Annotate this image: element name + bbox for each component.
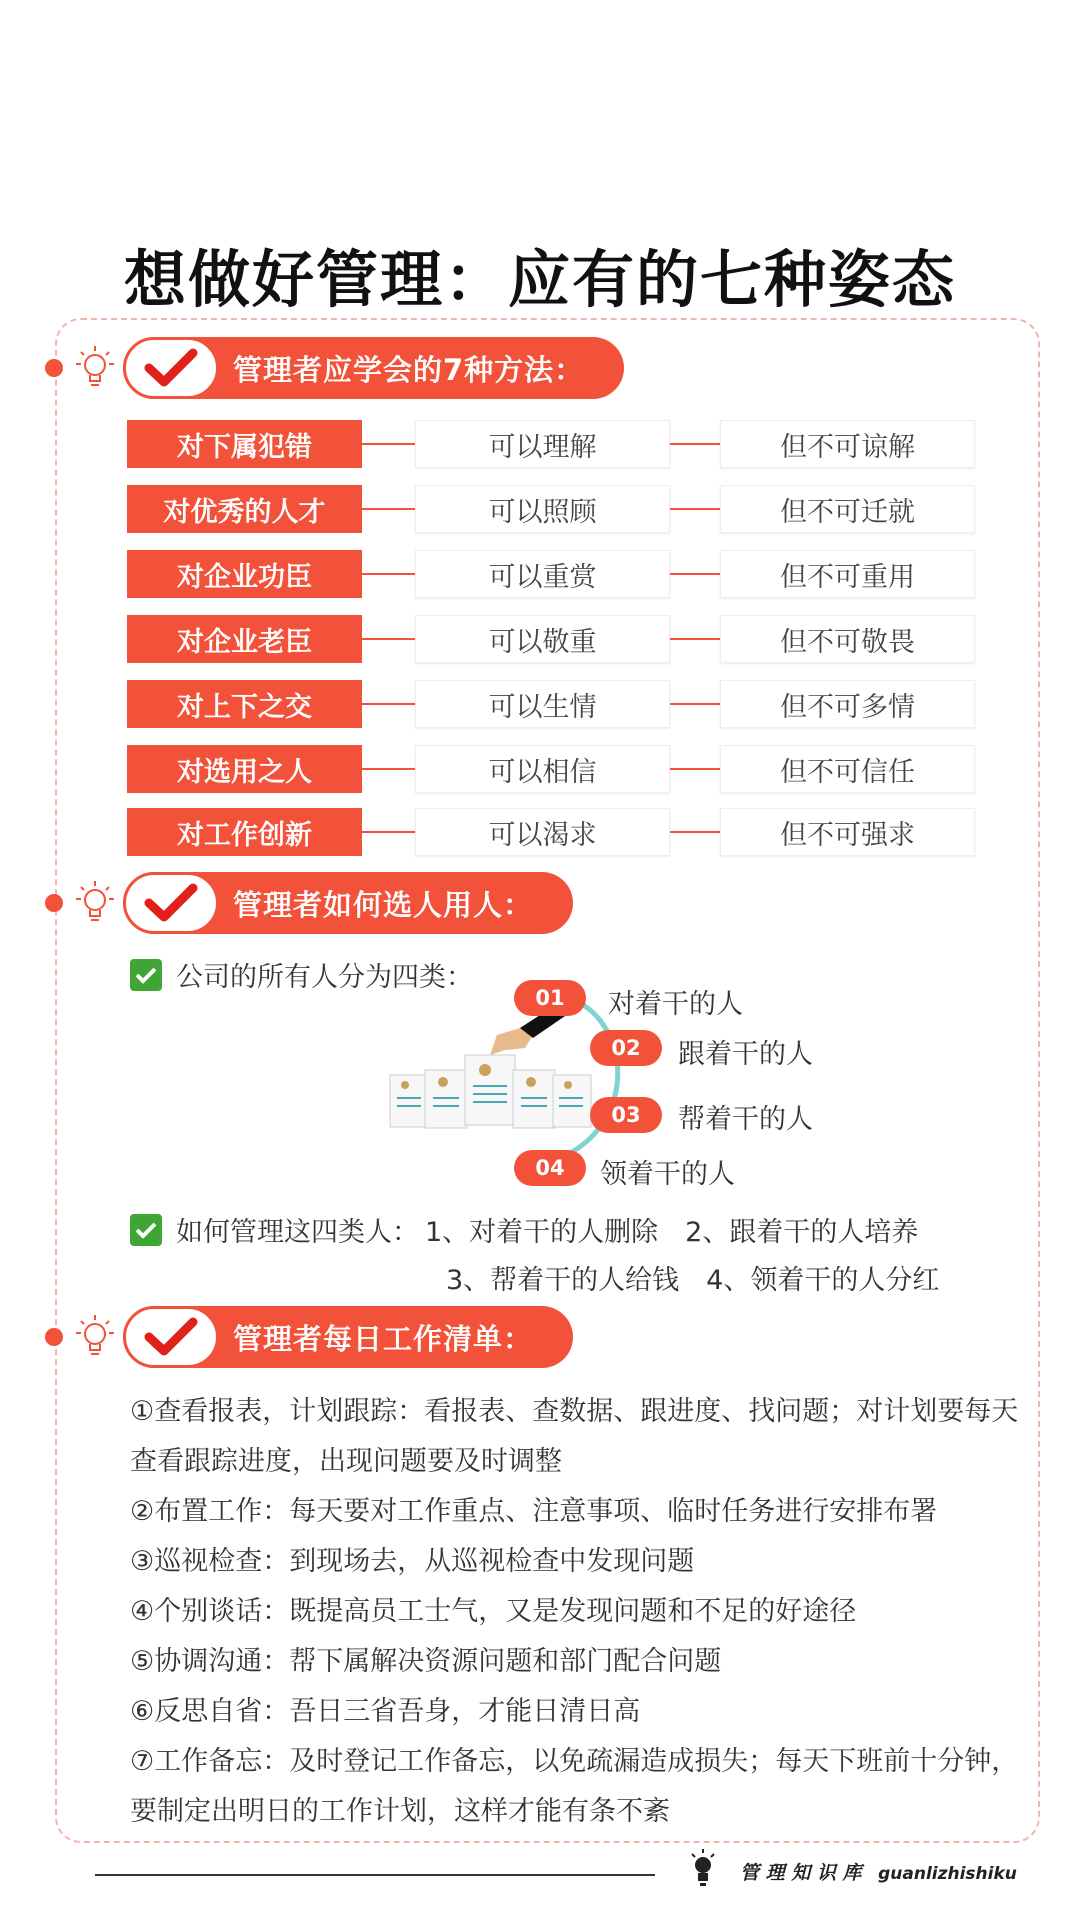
check-icon: [144, 1317, 198, 1357]
method-label: 对上下之交: [127, 680, 362, 728]
connector: [670, 638, 720, 640]
method-row: [127, 485, 982, 533]
section-title: 管理者应学会的7种方法：: [233, 352, 585, 387]
check-badge: [123, 337, 219, 399]
method-cannot: 但不可多情: [720, 680, 975, 728]
connector: [670, 443, 720, 445]
method-label: 对优秀的人才: [127, 485, 362, 533]
category-badge: 02: [590, 1030, 662, 1066]
section-header-methods: [45, 337, 645, 399]
check-icon: [144, 348, 198, 388]
bulb-icon: [75, 1314, 115, 1358]
bulb-icon: [75, 345, 115, 389]
method-label: 对选用之人: [127, 745, 362, 793]
section-dot: [45, 1328, 63, 1346]
method-label: 对企业老臣: [127, 615, 362, 663]
method-label: 对工作创新: [127, 808, 362, 856]
daily-item: ④个别谈话：既提高员工士气，又是发现问题和不足的好途径: [130, 1596, 857, 1627]
method-cannot: 但不可迁就: [720, 485, 975, 533]
section-dot: [45, 894, 63, 912]
footer-handle: guanlizhishiku: [878, 1864, 1017, 1884]
section-title: 管理者如何选人用人：: [233, 887, 534, 922]
daily-item: ②布置工作：每天要对工作重点、注意事项、临时任务进行安排布署: [130, 1496, 938, 1527]
method-label: 对企业功臣: [127, 550, 362, 598]
method-can: 可以照顾: [415, 485, 670, 533]
footer-brand: [740, 1858, 1017, 1885]
method-cannot: 但不可强求: [720, 808, 975, 856]
category-label: 帮着干的人: [678, 1104, 813, 1135]
method-can: 可以敬重: [415, 615, 670, 663]
daily-item: ⑥反思自省：吾日三省吾身，才能日清日高: [130, 1696, 641, 1727]
daily-list: [130, 1387, 1025, 1837]
category-label: 跟着干的人: [678, 1039, 813, 1070]
category-label: 领着干的人: [600, 1159, 735, 1190]
section-title: 管理者每日工作清单：: [233, 1321, 534, 1356]
method-can: 可以理解: [415, 420, 670, 468]
connector: [670, 831, 720, 833]
check-item-text: 如何管理这四类人：: [176, 1217, 419, 1248]
method-row: [127, 615, 982, 663]
footer-divider: [95, 1874, 655, 1876]
connector: [670, 703, 720, 705]
daily-item: ⑦工作备忘：及时登记工作备忘，以免疏漏造成损失；每天下班前十分钟，要制定出明日的工作计划，这样才能有条不紊: [130, 1746, 1019, 1827]
page-title: 想做好管理：应有的七种姿态: [123, 243, 956, 316]
check-badge: [123, 1306, 219, 1368]
check-item-text: 公司的所有人分为四类：: [176, 962, 473, 993]
method-row: [127, 550, 982, 598]
method-cannot: 但不可信任: [720, 745, 975, 793]
check-icon: [144, 883, 198, 923]
check-badge: [123, 872, 219, 934]
connector: [670, 573, 720, 575]
method-row: [127, 808, 982, 856]
daily-item: ③巡视检查：到现场去，从巡视检查中发现问题: [130, 1546, 695, 1577]
bulb-icon: [75, 880, 115, 924]
method-can: 可以生情: [415, 680, 670, 728]
manage-line: 1、对着干的人删除 2、跟着干的人培养: [425, 1217, 919, 1248]
method-label: 对下属犯错: [127, 420, 362, 468]
method-cannot: 但不可敬畏: [720, 615, 975, 663]
section-header-daily: [45, 1306, 645, 1368]
method-can: 可以相信: [415, 745, 670, 793]
section-dot: [45, 359, 63, 377]
daily-item: ⑤协调沟通：帮下属解决资源问题和部门配合问题: [130, 1646, 722, 1677]
method-row: [127, 420, 982, 468]
method-row: [127, 680, 982, 728]
connector: [670, 768, 720, 770]
section-header-selection: [45, 872, 645, 934]
footer-brand-name: 管 理 知 识 库: [740, 1862, 862, 1884]
checkbox-icon: [130, 959, 162, 991]
checkbox-icon: [130, 1214, 162, 1246]
category-label: 对着干的人: [608, 989, 743, 1020]
category-badge: 04: [514, 1150, 586, 1186]
daily-item: ①查看报表，计划跟踪：看报表、查数据、跟进度、找问题；对计划要每天查看跟踪进度，出现问题要及时调整: [130, 1396, 1019, 1477]
category-badge: 01: [514, 980, 586, 1016]
check-item: [130, 1210, 918, 1249]
method-cannot: 但不可重用: [720, 550, 975, 598]
method-can: 可以重赏: [415, 550, 670, 598]
category-badge: 03: [590, 1097, 662, 1133]
method-row: [127, 745, 982, 793]
method-can: 可以渴求: [415, 808, 670, 856]
method-cannot: 但不可谅解: [720, 420, 975, 468]
connector: [670, 508, 720, 510]
bulb-icon: [688, 1848, 718, 1888]
manage-line: 3、帮着干的人给钱 4、领着干的人分红: [446, 1265, 940, 1296]
